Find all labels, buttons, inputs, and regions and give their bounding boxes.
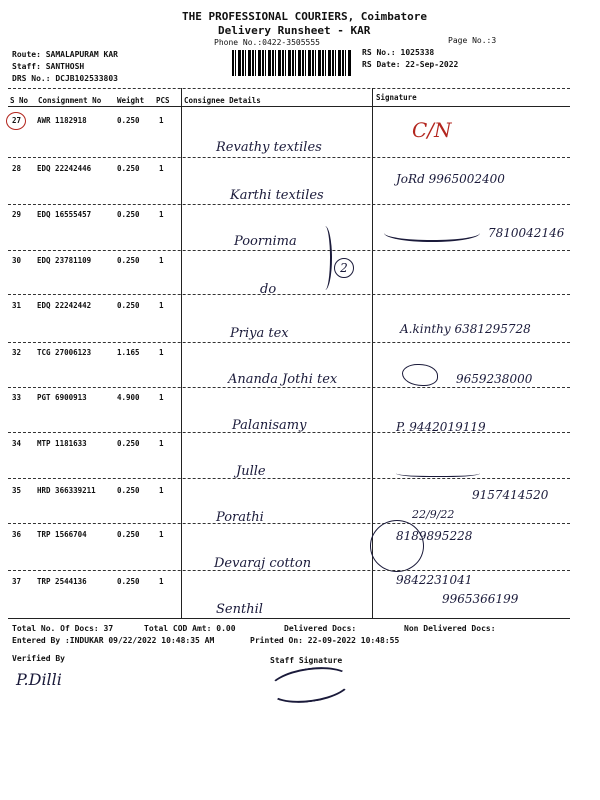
circled-number-2: 2	[334, 258, 354, 278]
table-row-pcs: 1	[159, 301, 164, 310]
table-row-consignment: EDQ 23781109	[37, 256, 92, 265]
row-27-circle-mark	[6, 112, 26, 130]
printed-on: Printed On: 22-09-2022 10:48:55	[250, 636, 400, 645]
table-row-consignment: TRP 1566704	[37, 530, 87, 539]
table-row-pcs: 1	[159, 577, 164, 586]
header-bottom-rule	[8, 106, 570, 107]
table-row-consignment: TRP 2544136	[37, 577, 87, 586]
row-separator	[8, 157, 570, 158]
column-divider-consignee	[181, 88, 182, 618]
table-row-weight: 0.250	[117, 486, 140, 495]
table-row-sno: 34	[12, 439, 22, 448]
column-header-consignee: Consignee Details	[184, 96, 261, 105]
route-label: Route: SAMALAPURAM KAR	[12, 50, 118, 59]
drs-number: DRS No.: DCJB102533803	[12, 74, 118, 83]
table-row-weight: 0.250	[117, 301, 140, 310]
document-subtitle: Delivery Runsheet - KAR	[218, 24, 371, 37]
table-row-consignee: Revathy textiles	[216, 140, 322, 155]
table-row-weight: 4.900	[117, 393, 140, 402]
table-row-pcs: 1	[159, 348, 164, 357]
table-row-weight: 0.250	[117, 530, 140, 539]
rs-date: RS Date: 22-Sep-2022	[362, 60, 459, 69]
table-row-pcs: 1	[159, 486, 164, 495]
column-header-consignment: Consignment No	[38, 96, 102, 105]
table-row-consignment: EDQ 22242446	[37, 164, 92, 173]
entered-by: Entered By :INDUKAR 09/22/2022 10:48:35 AM	[12, 636, 215, 645]
table-row-consignment: EDQ 16555457	[37, 210, 92, 219]
brace-mark	[318, 226, 332, 290]
table-row-consignee: Julle	[236, 464, 266, 479]
table-row-sno: 33	[12, 393, 22, 402]
table-row-sno: 30	[12, 256, 22, 265]
column-header-weight: Weight	[117, 96, 145, 105]
table-bottom-rule	[8, 618, 570, 619]
table-row-sno: 35	[12, 486, 22, 495]
table-row-signature: 9659238000	[456, 372, 533, 386]
table-row-pcs: 1	[159, 210, 164, 219]
non-delivered-docs: Non Delivered Docs:	[404, 624, 496, 633]
table-row-consignment: TCG 27006123	[37, 348, 92, 357]
table-row-weight: 0.250	[117, 256, 140, 265]
staff-signature-scribble-icon	[266, 662, 354, 707]
table-row-consignee: Devaraj cotton	[214, 556, 312, 571]
total-cod-amount: Total COD Amt: 0.00	[144, 624, 236, 633]
table-row-pcs: 1	[159, 393, 164, 402]
row-separator	[8, 342, 570, 343]
table-row-consignee: do	[260, 282, 277, 297]
table-row-consignment: AWR 1182918	[37, 116, 87, 125]
table-row-signature: C/N	[412, 118, 452, 142]
stamp-icon	[370, 520, 424, 572]
table-row-weight: 0.250	[117, 116, 140, 125]
table-row-sno: 37	[12, 577, 22, 586]
table-row-sno: 36	[12, 530, 22, 539]
row-separator	[8, 387, 570, 388]
table-row-signature: 9157414520	[472, 488, 549, 502]
table-row-pcs: 1	[159, 256, 164, 265]
table-row-pcs: 1	[159, 116, 164, 125]
page-number: Page No.:3	[448, 36, 497, 45]
table-row-consignee: Palanisamy	[232, 418, 307, 433]
phone-number: Phone No.:0422-3505555	[214, 38, 320, 47]
table-row-sno: 31	[12, 301, 22, 310]
staff-label: Staff: SANTHOSH	[12, 62, 85, 71]
signature-scribble-icon	[396, 468, 480, 477]
table-row-sno: 32	[12, 348, 22, 357]
table-row-signature: A.kinthy 6381295728	[400, 322, 531, 336]
rs-number: RS No.: 1025338	[362, 48, 435, 57]
table-row-consignee: Porathi	[216, 510, 264, 525]
table-row-consignee: Priya tex	[230, 326, 289, 341]
table-row-consignment: MTP 1181633	[37, 439, 87, 448]
verified-by-label: Verified By	[12, 654, 65, 663]
column-header-sno: S No	[10, 96, 29, 105]
table-row-weight: 0.250	[117, 164, 140, 173]
verified-signature: P.Dilli	[16, 670, 62, 689]
document-title: THE PROFESSIONAL COURIERS, Coimbatore	[182, 10, 428, 23]
table-row-consignment: PGT 6900913	[37, 393, 87, 402]
table-row-signature: 9965366199	[442, 592, 519, 606]
table-row-signature: JoRd 9965002400	[396, 172, 505, 186]
row-separator	[8, 250, 570, 251]
total-docs: Total No. Of Docs: 37	[12, 624, 114, 633]
signature-scribble-icon	[384, 224, 480, 242]
column-header-signature: Signature	[376, 93, 417, 102]
table-row-consignee: Senthil	[216, 602, 263, 617]
table-row-consignee: Ananda Jothi tex	[228, 372, 338, 387]
table-row-pcs: 1	[159, 164, 164, 173]
table-row-weight: 0.250	[117, 210, 140, 219]
table-row-consignment: EDQ 22242442	[37, 301, 92, 310]
staff-signature-label: Staff Signature	[270, 656, 343, 665]
row-separator	[8, 432, 570, 433]
table-row-signature: 8189895228 9842231041	[396, 529, 473, 587]
table-row-signature: P. 9442019119	[396, 420, 486, 434]
stamp-date: 22/9/22	[412, 508, 455, 521]
table-row-consignment: HRD 366339211	[37, 486, 96, 495]
table-row-consignee: Poornima	[234, 234, 297, 249]
signature-scribble-icon	[402, 364, 438, 386]
table-row-pcs: 1	[159, 439, 164, 448]
table-row-signature: 7810042146	[488, 226, 565, 240]
table-row-weight: 1.165	[117, 348, 140, 357]
table-row-sno: 29	[12, 210, 22, 219]
column-header-pcs: PCS	[156, 96, 170, 105]
barcode	[232, 50, 352, 76]
row-separator	[8, 478, 570, 479]
table-row-sno: 27	[12, 116, 22, 125]
row-separator	[8, 570, 570, 571]
table-row-weight: 0.250	[117, 439, 140, 448]
row-separator	[8, 204, 570, 205]
delivered-docs: Delivered Docs:	[284, 624, 357, 633]
table-row-weight: 0.250	[117, 577, 140, 586]
table-row-sno: 28	[12, 164, 22, 173]
table-row-pcs: 1	[159, 530, 164, 539]
header-top-rule	[8, 88, 570, 89]
row-separator	[8, 294, 570, 295]
table-row-consignee: Karthi textiles	[230, 188, 324, 203]
